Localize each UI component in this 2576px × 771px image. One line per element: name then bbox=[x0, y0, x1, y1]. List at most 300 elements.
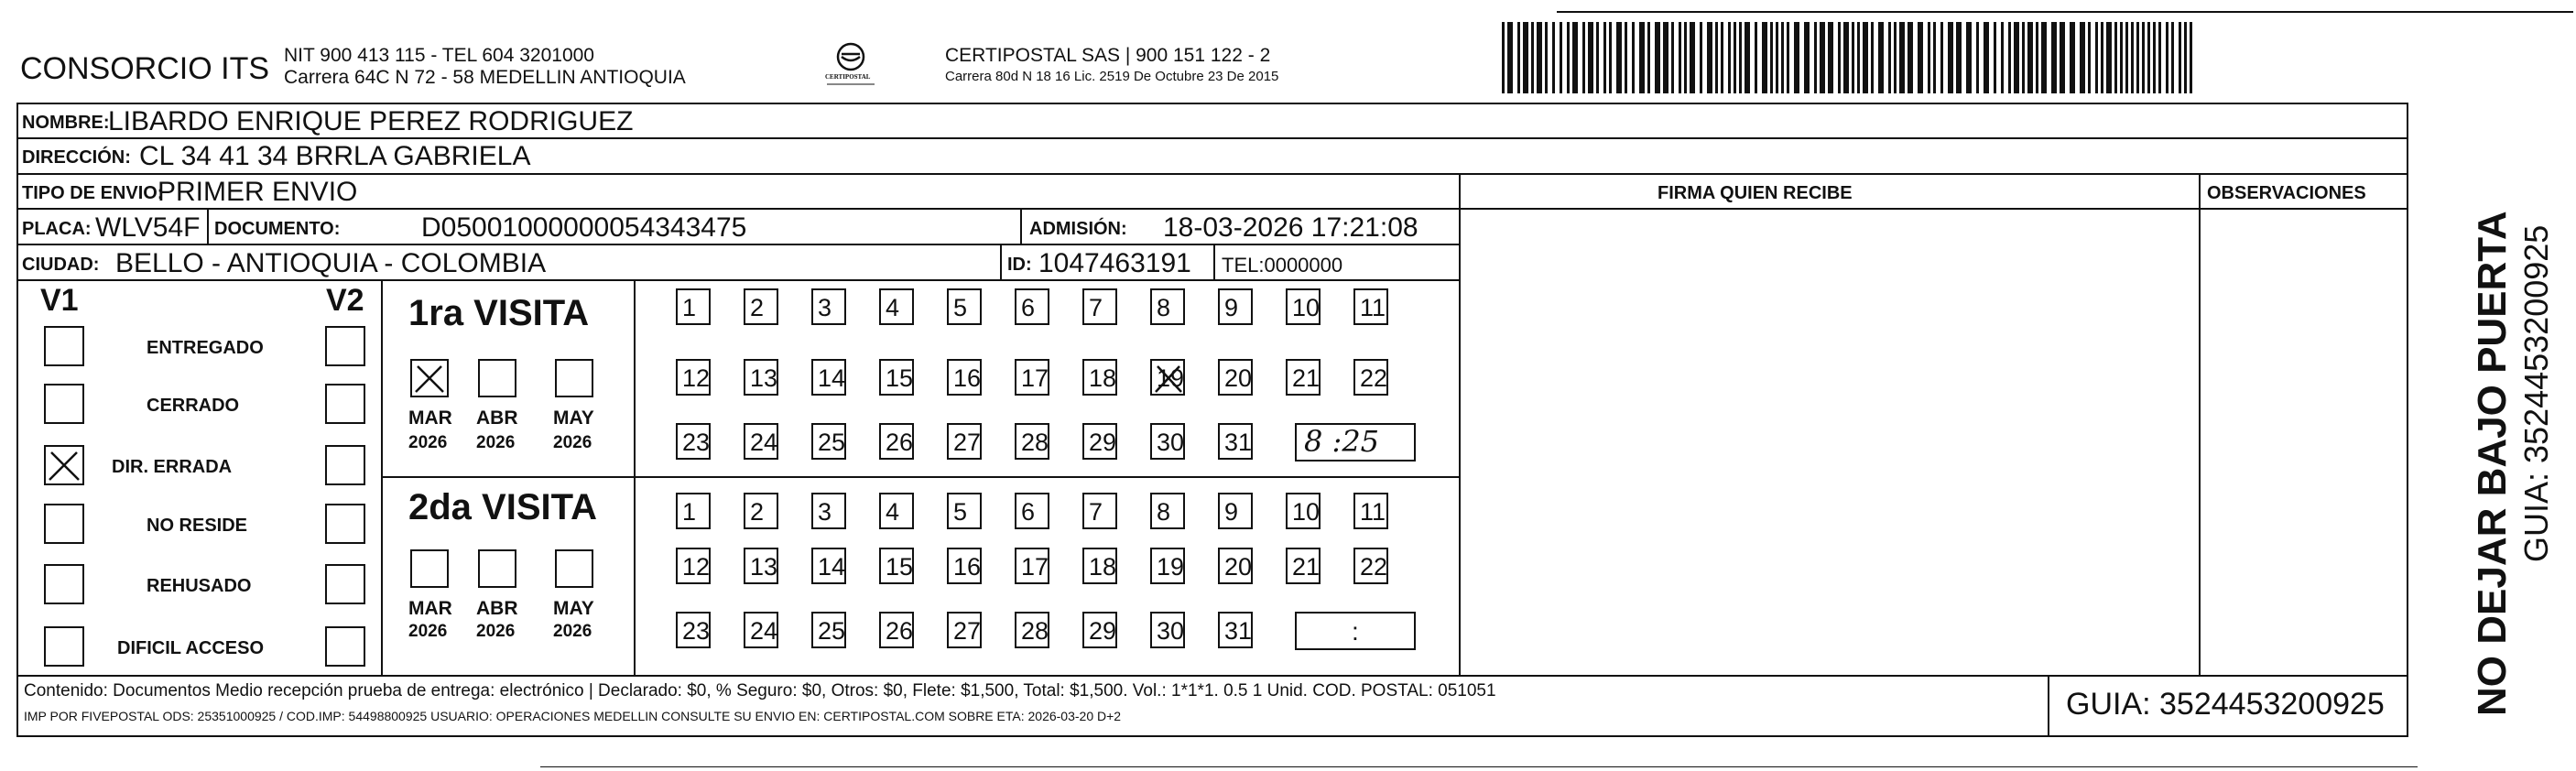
day-cell[interactable] bbox=[676, 288, 711, 325]
row-line bbox=[16, 279, 1459, 281]
barcode-bar bbox=[1517, 22, 1520, 93]
day-number: 14 bbox=[818, 364, 846, 392]
row-line bbox=[16, 173, 2408, 175]
v1-checkbox[interactable] bbox=[44, 626, 84, 667]
barcode-bar bbox=[1908, 22, 1913, 93]
year-label: 2026 bbox=[408, 433, 448, 452]
row-line bbox=[16, 244, 1459, 245]
barcode-bar bbox=[2136, 22, 2139, 93]
month-label: ABR bbox=[476, 598, 518, 619]
barcode-bar bbox=[1762, 22, 1767, 93]
month-label: MAY bbox=[553, 598, 594, 619]
barcode-bar bbox=[2088, 22, 2091, 93]
day-cell[interactable] bbox=[879, 548, 914, 584]
day-number: 20 bbox=[1224, 364, 1253, 392]
day-cell[interactable] bbox=[1353, 359, 1388, 396]
side-warning: NO DEJAR BAJO PUERTA bbox=[2470, 211, 2515, 716]
barcode-bar bbox=[1572, 22, 1578, 93]
cell-line bbox=[207, 208, 209, 244]
v1-checkbox[interactable] bbox=[44, 564, 84, 604]
day-number: 31 bbox=[1224, 429, 1253, 456]
day-cell[interactable] bbox=[1353, 548, 1388, 584]
courier-address: Carrera 80d N 18 16 Lic. 2519 De Octubre 23 De 2015 bbox=[945, 69, 1279, 84]
row-line bbox=[16, 137, 2408, 139]
logo-text: CERTIPOSTAL bbox=[825, 73, 871, 81]
day-number: 26 bbox=[886, 617, 914, 645]
barcode-bar bbox=[1994, 22, 1996, 93]
barcode-bar bbox=[1531, 22, 1534, 93]
barcode-bar bbox=[1745, 22, 1750, 93]
company-nit: NIT 900 413 115 - TEL 604 3201000 bbox=[284, 45, 594, 66]
barcode-bar bbox=[1787, 22, 1789, 93]
month-label: MAY bbox=[553, 407, 594, 429]
barcode-bar bbox=[1804, 22, 1810, 93]
barcode-bar bbox=[1700, 22, 1702, 93]
status-label: DIR. ERRADA bbox=[112, 457, 233, 477]
day-cell[interactable] bbox=[811, 612, 846, 648]
day-cell[interactable] bbox=[744, 288, 778, 325]
day-cell[interactable] bbox=[879, 288, 914, 325]
day-cell[interactable] bbox=[1218, 359, 1253, 396]
barcode-bar bbox=[2106, 22, 2112, 93]
day-number: 31 bbox=[1224, 617, 1253, 645]
day-cell[interactable] bbox=[676, 612, 711, 648]
barcode-bar bbox=[1776, 22, 1778, 93]
barcode-bar bbox=[1507, 22, 1513, 93]
barcode-bar bbox=[2184, 22, 2187, 93]
day-number: 29 bbox=[1089, 617, 1117, 645]
barcode-bar bbox=[2190, 22, 2192, 93]
status-label: REHUSADO bbox=[147, 576, 252, 596]
barcode-bar bbox=[2120, 22, 2123, 93]
nombre-value: LIBARDO ENRIQUE PEREZ RODRIGUEZ bbox=[108, 106, 634, 136]
nombre-label: NOMBRE: bbox=[22, 113, 110, 133]
barcode-bar bbox=[2114, 22, 2117, 93]
admision-value: 18-03-2026 17:21:08 bbox=[1163, 212, 1418, 243]
barcode-bar bbox=[1794, 22, 1799, 93]
month-checkbox[interactable] bbox=[555, 549, 593, 588]
barcode-bar bbox=[1857, 22, 1860, 93]
day-cell[interactable] bbox=[879, 493, 914, 529]
placa-value: WLV54F bbox=[95, 212, 201, 243]
barcode-bar bbox=[2131, 22, 2134, 93]
barcode-bar bbox=[2008, 22, 2011, 93]
day-number: 7 bbox=[1089, 498, 1103, 526]
barcode-bar bbox=[2142, 22, 2145, 93]
day-number: 8 bbox=[1157, 498, 1171, 526]
v2-checkbox[interactable] bbox=[325, 445, 365, 485]
cell-line bbox=[1020, 208, 1022, 244]
day-number: 19 bbox=[1157, 553, 1185, 581]
v1-checkbox[interactable] bbox=[44, 384, 84, 424]
col-line-obs bbox=[2199, 173, 2201, 675]
day-cell[interactable] bbox=[1082, 288, 1117, 325]
day-number: 9 bbox=[1224, 294, 1239, 321]
barcode-bar bbox=[2101, 22, 2103, 93]
barcode-bar bbox=[1655, 22, 1660, 93]
barcode-bar bbox=[1843, 22, 1849, 93]
v1-checkbox[interactable] bbox=[44, 445, 84, 485]
day-cell[interactable] bbox=[879, 612, 914, 648]
barcode-bar bbox=[1878, 22, 1884, 93]
barcode-bar bbox=[1739, 22, 1742, 93]
barcode-bar bbox=[1838, 22, 1841, 93]
day-cell[interactable] bbox=[811, 359, 846, 396]
day-cell[interactable] bbox=[1286, 359, 1321, 396]
barcode-bar bbox=[1976, 22, 1979, 93]
day-number: 15 bbox=[886, 364, 914, 392]
day-cell[interactable] bbox=[744, 548, 778, 584]
barcode-bar bbox=[1928, 22, 1930, 93]
v2-checkbox[interactable] bbox=[325, 626, 365, 667]
barcode-bar bbox=[2041, 22, 2047, 93]
barcode-bar bbox=[2022, 22, 2025, 93]
direccion-label: DIRECCIÓN: bbox=[22, 147, 131, 168]
day-cell[interactable] bbox=[1015, 548, 1049, 584]
day-number: 1 bbox=[682, 294, 697, 321]
month-label: ABR bbox=[476, 407, 518, 429]
day-cell[interactable] bbox=[947, 493, 982, 529]
month-label: MAR bbox=[408, 407, 452, 429]
barcode-bar bbox=[1933, 22, 1936, 93]
handwritten-x-mark bbox=[1152, 361, 1185, 396]
day-cell[interactable] bbox=[1150, 288, 1185, 325]
row-line bbox=[16, 208, 2408, 210]
visit-separator bbox=[381, 476, 1459, 478]
barcode-bar bbox=[2080, 22, 2085, 93]
barcode-bar bbox=[1707, 22, 1712, 93]
day-cell[interactable] bbox=[1353, 288, 1388, 325]
barcode-bar bbox=[2070, 22, 2075, 93]
v1-checkbox[interactable] bbox=[44, 504, 84, 544]
firma-header: FIRMA QUIEN RECIBE bbox=[1658, 183, 1853, 203]
day-number: 25 bbox=[818, 429, 846, 456]
day-number: 4 bbox=[886, 294, 900, 321]
day-number: 24 bbox=[750, 429, 778, 456]
handwritten-x-mark bbox=[412, 361, 447, 396]
handwritten-time: 8 :25 bbox=[1304, 424, 1380, 459]
v2-checkbox[interactable] bbox=[325, 564, 365, 604]
barcode-bar bbox=[2158, 22, 2161, 93]
day-cell[interactable] bbox=[1218, 493, 1253, 529]
barcode-bar bbox=[1582, 22, 1585, 93]
documento-label: DOCUMENTO: bbox=[214, 219, 341, 239]
day-number: 9 bbox=[1224, 498, 1239, 526]
day-number: 5 bbox=[953, 498, 968, 526]
v2-checkbox[interactable] bbox=[325, 504, 365, 544]
barcode-bar bbox=[1728, 22, 1731, 93]
barcode-bar bbox=[1770, 22, 1773, 93]
id-value: 1047463191 bbox=[1038, 248, 1191, 278]
day-cell[interactable] bbox=[947, 288, 982, 325]
day-number: 25 bbox=[818, 617, 846, 645]
barcode-bar bbox=[1899, 22, 1905, 93]
col-line-firma bbox=[1459, 173, 1461, 675]
day-number: 27 bbox=[953, 429, 982, 456]
day-number: 16 bbox=[953, 553, 982, 581]
day-cell[interactable] bbox=[1286, 548, 1321, 584]
barcode-bar bbox=[1632, 22, 1635, 93]
barcode-bar bbox=[1552, 22, 1555, 93]
day-number: 3 bbox=[818, 498, 832, 526]
day-number: 4 bbox=[886, 498, 900, 526]
barcode-bar bbox=[1918, 22, 1923, 93]
day-cell[interactable] bbox=[676, 548, 711, 584]
v1-checkbox[interactable] bbox=[44, 326, 84, 366]
tel-label: TEL:0000000 bbox=[1222, 254, 1343, 277]
barcode-bar bbox=[1609, 22, 1612, 93]
time-colon: : bbox=[1352, 617, 1359, 646]
barcode-bar bbox=[1537, 22, 1542, 93]
day-cell[interactable] bbox=[676, 359, 711, 396]
status-label: DIFICIL ACCESO bbox=[117, 638, 265, 658]
day-number: 10 bbox=[1292, 498, 1321, 526]
day-number: 23 bbox=[682, 617, 711, 645]
day-number: 3 bbox=[818, 294, 832, 321]
footer-divider bbox=[2048, 675, 2049, 737]
day-number: 26 bbox=[886, 429, 914, 456]
day-cell[interactable] bbox=[1015, 423, 1049, 460]
day-number: 7 bbox=[1089, 294, 1103, 321]
barcode-bar bbox=[1863, 22, 1868, 93]
day-cell[interactable] bbox=[1015, 288, 1049, 325]
barcode-bar bbox=[2051, 22, 2057, 93]
day-cell[interactable] bbox=[1218, 548, 1253, 584]
year-label: 2026 bbox=[553, 622, 592, 641]
day-cell[interactable] bbox=[1082, 423, 1117, 460]
month-checkbox[interactable] bbox=[555, 359, 593, 397]
visit2-title: 2da VISITA bbox=[408, 487, 597, 527]
day-cell[interactable] bbox=[879, 423, 914, 460]
guia-footer: GUIA: 3524453200925 bbox=[2066, 687, 2385, 722]
day-number: 12 bbox=[682, 364, 711, 392]
day-cell[interactable] bbox=[744, 612, 778, 648]
day-cell[interactable] bbox=[947, 548, 982, 584]
day-number: 6 bbox=[1021, 294, 1036, 321]
cell-line bbox=[1213, 244, 1215, 279]
barcode-bar bbox=[2095, 22, 2098, 93]
day-cell[interactable] bbox=[744, 359, 778, 396]
day-cell[interactable] bbox=[1150, 423, 1185, 460]
status-label: ENTREGADO bbox=[147, 338, 264, 358]
barcode-bar bbox=[1671, 22, 1674, 93]
barcode-bar bbox=[1545, 22, 1548, 93]
barcode-bar bbox=[2179, 22, 2181, 93]
day-cell[interactable] bbox=[1218, 423, 1253, 460]
barcode-bar bbox=[1588, 22, 1593, 93]
bottom-edge-line bbox=[540, 766, 2418, 767]
barcode-bar bbox=[1956, 22, 1962, 93]
status-label: CERRADO bbox=[147, 396, 240, 416]
footer-line bbox=[16, 675, 2408, 677]
day-cell[interactable] bbox=[1150, 612, 1185, 648]
barcode-bar bbox=[2153, 22, 2156, 93]
barcode-bar bbox=[1663, 22, 1668, 93]
day-cell[interactable] bbox=[1286, 493, 1321, 529]
tipo-envio-value: PRIMER ENVIO bbox=[158, 177, 358, 207]
v2-checkbox[interactable] bbox=[325, 326, 365, 366]
imp-text: IMP POR FIVEPOSTAL ODS: 25351000925 / COD.IMP: 54498800925 USUARIO: OPERACIONES MEDELLIN CONSULTE SU ENVIO EN: CERTIPOSTAL.COM SOBRE ETA: 2026-03-20 D+2 bbox=[24, 709, 1122, 723]
day-cell[interactable] bbox=[676, 423, 711, 460]
day-cell[interactable] bbox=[1082, 493, 1117, 529]
day-number: 12 bbox=[682, 553, 711, 581]
certipostal-logo bbox=[821, 37, 880, 92]
day-cell[interactable] bbox=[1218, 612, 1253, 648]
barcode-bar bbox=[1940, 22, 1943, 93]
barcode-bar bbox=[1781, 22, 1784, 93]
company-address: Carrera 64C N 72 - 58 MEDELLIN ANTIOQUIA bbox=[284, 67, 686, 88]
barcode-bar bbox=[1596, 22, 1599, 93]
cell-line bbox=[1000, 244, 1002, 279]
day-number: 14 bbox=[818, 553, 846, 581]
day-cell[interactable] bbox=[1218, 288, 1253, 325]
barcode-bar bbox=[1755, 22, 1757, 93]
year-label: 2026 bbox=[476, 622, 516, 641]
barcode-bar bbox=[1567, 22, 1570, 93]
barcode-bar bbox=[1560, 22, 1562, 93]
day-number: 30 bbox=[1157, 429, 1185, 456]
day-cell[interactable] bbox=[811, 548, 846, 584]
day-cell[interactable] bbox=[1015, 612, 1049, 648]
ciudad-label: CIUDAD: bbox=[22, 255, 100, 275]
month-checkbox[interactable] bbox=[478, 359, 516, 397]
day-cell[interactable] bbox=[1150, 548, 1185, 584]
barcode-bar bbox=[1721, 22, 1723, 93]
barcode-bar bbox=[1502, 22, 1505, 93]
day-cell[interactable] bbox=[1015, 359, 1049, 396]
month-checkbox[interactable] bbox=[478, 549, 516, 588]
day-cell[interactable] bbox=[676, 493, 711, 529]
observaciones-header: OBSERVACIONES bbox=[2207, 183, 2366, 203]
id-label: ID: bbox=[1007, 255, 1032, 275]
day-number: 15 bbox=[886, 553, 914, 581]
day-number: 2 bbox=[750, 294, 765, 321]
barcode-bar bbox=[1828, 22, 1833, 93]
day-number: 10 bbox=[1292, 294, 1321, 321]
day-number: 28 bbox=[1021, 617, 1049, 645]
day-cell[interactable] bbox=[1082, 548, 1117, 584]
day-cell[interactable] bbox=[1353, 493, 1388, 529]
day-number: 5 bbox=[953, 294, 968, 321]
day-cell[interactable] bbox=[744, 493, 778, 529]
time-box[interactable] bbox=[1295, 423, 1416, 462]
month-checkbox[interactable] bbox=[410, 549, 449, 588]
barcode-bar bbox=[1684, 22, 1687, 93]
year-label: 2026 bbox=[408, 622, 448, 641]
year-label: 2026 bbox=[553, 433, 592, 452]
barcode-bar bbox=[1871, 22, 1874, 93]
day-cell[interactable] bbox=[811, 493, 846, 529]
day-number: 21 bbox=[1292, 553, 1321, 581]
form-border bbox=[16, 103, 2408, 737]
day-number: 29 bbox=[1089, 429, 1117, 456]
barcode-bar bbox=[2147, 22, 2150, 93]
v2-checkbox[interactable] bbox=[325, 384, 365, 424]
day-number: 23 bbox=[682, 429, 711, 456]
year-label: 2026 bbox=[476, 433, 516, 452]
barcode-bar bbox=[2036, 22, 2038, 93]
side-guia: GUIA: 3524453200925 bbox=[2517, 224, 2555, 562]
barcode-bar bbox=[2166, 22, 2168, 93]
day-number: 22 bbox=[1360, 553, 1388, 581]
barcode-bar bbox=[1679, 22, 1681, 93]
barcode-bar bbox=[1984, 22, 1989, 93]
v2-label: V2 bbox=[326, 283, 364, 318]
day-cell[interactable] bbox=[1150, 359, 1185, 396]
day-number: 18 bbox=[1089, 364, 1117, 392]
day-number: 11 bbox=[1360, 498, 1386, 526]
day-number: 18 bbox=[1089, 553, 1117, 581]
barcode-bar bbox=[1820, 22, 1825, 93]
day-cell[interactable] bbox=[744, 423, 778, 460]
handwritten-x-mark bbox=[46, 447, 82, 483]
day-cell[interactable] bbox=[1150, 493, 1185, 529]
barcode bbox=[1502, 0, 2198, 101]
barcode-bar bbox=[1966, 22, 1972, 93]
courier-name: CERTIPOSTAL SAS | 900 151 122 - 2 bbox=[945, 45, 1271, 66]
v1-label: V1 bbox=[40, 283, 79, 318]
month-label: MAR bbox=[408, 598, 452, 619]
day-number: 2 bbox=[750, 498, 765, 526]
status-label: NO RESIDE bbox=[147, 516, 248, 536]
day-cell[interactable] bbox=[1082, 612, 1117, 648]
barcode-bar bbox=[1647, 22, 1650, 93]
barcode-bar bbox=[1523, 22, 1528, 93]
month-checkbox[interactable] bbox=[410, 359, 449, 397]
day-number: 6 bbox=[1021, 498, 1036, 526]
day-number: 28 bbox=[1021, 429, 1049, 456]
day-cell[interactable] bbox=[811, 423, 846, 460]
day-number: 24 bbox=[750, 617, 778, 645]
barcode-bar bbox=[1894, 22, 1897, 93]
barcode-bar bbox=[1625, 22, 1627, 93]
time-box[interactable] bbox=[1295, 612, 1416, 650]
barcode-bar bbox=[2171, 22, 2174, 93]
day-number: 21 bbox=[1292, 364, 1321, 392]
barcode-bar bbox=[2060, 22, 2065, 93]
day-number: 1 bbox=[682, 498, 697, 526]
barcode-bar bbox=[1814, 22, 1817, 93]
day-number: 27 bbox=[953, 617, 982, 645]
day-number: 17 bbox=[1021, 364, 1049, 392]
day-cell[interactable] bbox=[947, 423, 982, 460]
day-cell[interactable] bbox=[947, 612, 982, 648]
barcode-bar bbox=[1616, 22, 1622, 93]
day-cell[interactable] bbox=[1015, 493, 1049, 529]
day-number: 20 bbox=[1224, 553, 1253, 581]
contenido-text: Contenido: Documentos Medio recepción prueba de entrega: electrónico | Declarado: $0, % Seguro: $0, Otros: $0, Flete: $1,500, Total: $1,500. Vol.: 1*1*1. 0.5 1 Unid. COD. POSTAL: 051051 bbox=[24, 681, 1496, 700]
barcode-bar bbox=[1639, 22, 1645, 93]
ciudad-value: BELLO - ANTIOQUIA - COLOMBIA bbox=[115, 248, 547, 278]
day-cell[interactable] bbox=[811, 288, 846, 325]
day-cell[interactable] bbox=[1082, 359, 1117, 396]
placa-label: PLACA: bbox=[22, 219, 92, 239]
day-number: 30 bbox=[1157, 617, 1185, 645]
barcode-bar bbox=[2125, 22, 2128, 93]
company-name: CONSORCIO ITS bbox=[20, 51, 270, 86]
barcode-bar bbox=[1715, 22, 1718, 93]
day-cell[interactable] bbox=[879, 359, 914, 396]
day-number: 16 bbox=[953, 364, 982, 392]
day-number: 22 bbox=[1360, 364, 1388, 392]
barcode-bar bbox=[1734, 22, 1736, 93]
day-cell[interactable] bbox=[1286, 288, 1321, 325]
barcode-bar bbox=[2027, 22, 2033, 93]
barcode-bar bbox=[1603, 22, 1606, 93]
barcode-bar bbox=[1888, 22, 1891, 93]
day-cell[interactable] bbox=[947, 359, 982, 396]
admision-label: ADMISIÓN: bbox=[1029, 219, 1127, 239]
